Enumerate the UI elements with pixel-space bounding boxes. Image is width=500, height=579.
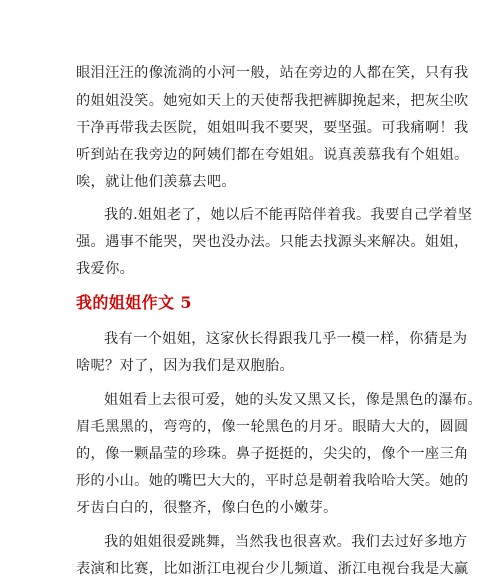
- text-line: 的姐姐没笑。她宛如天上的天使帮我把裤脚挽起来，把灰尘吹: [76, 93, 469, 109]
- text-line: 强。遇事不能哭，哭也没办法。只能去找源头来解决。姐姐，: [76, 234, 469, 250]
- text-line: 啥呢？对了，因为我们是双胞胎。: [76, 358, 295, 374]
- text-line: 的，像一颗晶莹的珍珠。鼻子挺挺的，尖尖的，像个一座三角: [76, 446, 469, 462]
- text-line: 我有一个姐姐，这家伙长得跟我几乎一模一样，你猜是为: [104, 331, 468, 347]
- text-line: 干净再带我去医院，姐姐叫我不要哭，要坚强。可我痛啊！我: [76, 120, 469, 136]
- text-line: 我的.姐姐老了，她以后不能再陪伴着我。我要自己学着坚: [104, 207, 473, 223]
- text-line: 唉，就让他们羡慕去吧。: [76, 174, 236, 190]
- text-line: 眼泪汪汪的像流淌的小河一般，站在旁边的人都在笑，只有我: [76, 65, 469, 81]
- text-line: 听到站在我旁边的阿姨们都在夸姐姐。说真羡慕我有个姐姐。: [76, 147, 469, 163]
- text-line: 表演和比赛，比如浙江电视台少儿频道、浙江电视台我是大赢: [76, 561, 469, 577]
- text-line: 姐姐看上去很可爱，她的头发又黑又长，像是黑色的瀑布。: [104, 392, 482, 408]
- text-line: 眉毛黑黑的，弯弯的，像一轮黑色的月牙。眼睛大大的，圆圆: [76, 419, 469, 435]
- text-line: 形的小山。她的嘴巴大大的，平时总是朝着我哈哈大笑。她的: [76, 473, 469, 489]
- section-heading: 我的姐姐作文 5: [76, 293, 192, 312]
- text-line: 我爱你。: [76, 261, 135, 277]
- text-line: 牙齿白白的，很整齐，像白色的小嫩芽。: [76, 500, 338, 516]
- text-line: 我的姐姐很爱跳舞，当然我也很喜欢。我们去过好多地方: [104, 534, 468, 550]
